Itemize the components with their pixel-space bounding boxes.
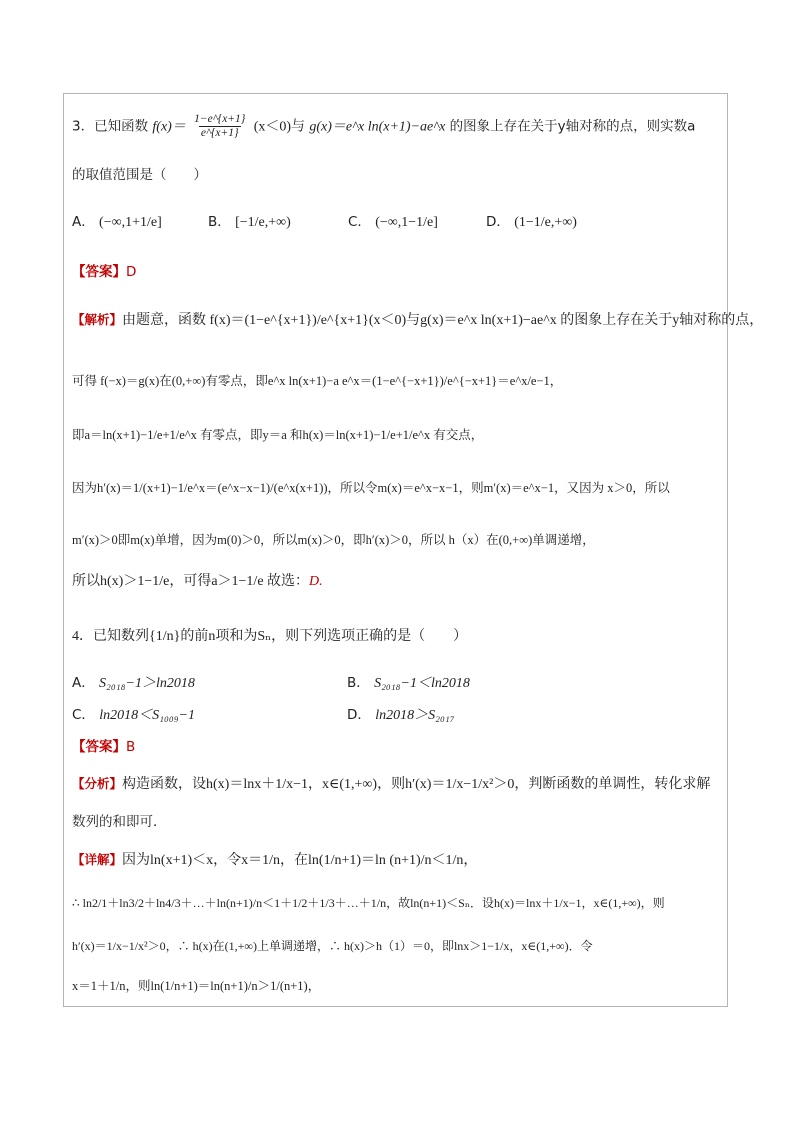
q3-option-d	[486, 212, 577, 233]
q3-stem-post: 的图象上存在关于y轴对称的点，则实数a	[449, 118, 696, 135]
q3-analysis-choice: D.	[309, 574, 323, 589]
q3-f-fraction	[192, 113, 247, 140]
q3-option-b	[208, 212, 291, 233]
q3-analysis-text6: 所以h(x)＞1−1/e，可得a＞1−1/e 故选：	[72, 574, 310, 589]
q3-f-den: e^{x+1}	[200, 127, 239, 139]
q3-option-b-label: B．	[208, 214, 231, 230]
q3-analysis-line2: 可得 f(−x)＝g(x)在(0,+∞)有零点，即e^x ln(x+1)−a e^x＝(1−e^{−x+1})/e^{−x+1}＝e^x/e−1，	[72, 374, 563, 388]
q3-answer-tag: 【答案】	[72, 264, 126, 280]
q3-stem-pre: 3．已知函数	[72, 118, 149, 135]
q4-option-d-text: ln2018＞S₂₀₁₇	[375, 708, 455, 723]
q3-f-num: 1−e^{x+1}	[194, 113, 246, 125]
q4-analysis-line1	[72, 774, 710, 795]
q4-option-a-text: S₂₀₁₈−1＞ln2018	[99, 676, 195, 691]
q3-analysis-line4: 因为h′(x)＝1/(x+1)−1/e^x＝(e^x−x−1)/(e^x(x+1))，所以令m(x)＝e^x−x−1，则m′(x)＝e^x−1，又因为 x＞0，所以	[72, 481, 670, 495]
q4-option-c-label: C．	[72, 707, 95, 723]
q3-answer	[72, 262, 136, 282]
q4-detail-line4: x＝1＋1/n，则ln(1/n+1)＝ln(n+1)/n＞1/(n+1)，	[72, 979, 321, 993]
q4-analysis-tag: 【分析】	[72, 776, 123, 791]
q4-answer-tag: 【答案】	[72, 739, 126, 755]
q4-option-c-text: ln2018＜S₁₀₀₉−1	[99, 708, 196, 723]
q4-detail-line3: h′(x)＝1/x−1/x²＞0，∴ h(x)在(1,+∞)上单调递增，∴ h(x)＞h（1）＝0，即lnx＞1−1/x，x∈(1,+∞)．令	[72, 939, 593, 953]
q3-option-a-label: A．	[72, 214, 95, 230]
q4-detail-line2: ∴ ln2/1＋ln3/2＋ln4/3＋…＋ln(n+1)/n＜1＋1/2＋1/3＋…＋1/n，故ln(n+1)＜Sₙ．设h(x)＝lnx＋1/x−1，x∈(1,+∞)，则	[72, 896, 665, 910]
q4-option-a-label: A．	[72, 675, 95, 691]
q3-option-d-text: (1−1/e,+∞)	[514, 215, 577, 230]
q3-option-b-text: [−1/e,+∞)	[235, 215, 291, 230]
q3-option-a-text: (−∞,1+1/e]	[99, 215, 162, 230]
q3-option-c	[348, 212, 438, 233]
q3-analysis-line3: 即a＝ln(x+1)−1/e+1/e^x 有零点，即y＝a 和h(x)＝ln(x+1)−1/e+1/e^x 有交点，	[72, 428, 484, 442]
q4-detail-tag: 【详解】	[72, 852, 123, 867]
q4-analysis-line2: 数列的和即可．	[72, 814, 167, 830]
q4-detail-line1	[72, 850, 477, 871]
q3-stem-line2: 的取值范围是（ ）	[72, 167, 207, 183]
q4-detail-text1: 因为ln(x+1)＜x，令x＝1/n，在ln(1/n+1)＝ln (n+1)/n＜1/n，	[122, 853, 478, 868]
q4-option-b-label: B．	[347, 675, 370, 691]
q3-analysis-text1: 由题意，函数 f(x)＝(1−e^{x+1})/e^{x+1}(x＜0)与g(x)＝e^x ln(x+1)−ae^x 的图象上存在关于y轴对称的点，	[122, 313, 764, 328]
q4-analysis-text1: 构造函数，设h(x)＝lnx＋1/x−1，x∈(1,+∞)，则h′(x)＝1/x−1/x²＞0，判断函数的单调性，转化求解	[122, 777, 711, 792]
q3-option-d-label: D．	[486, 214, 510, 230]
q4-option-c	[72, 705, 195, 726]
q3-f-lhs: f(x)＝	[152, 119, 186, 135]
q3-stem-line1	[72, 113, 695, 140]
q4-option-d-label: D．	[347, 707, 371, 723]
q3-analysis-line6	[72, 571, 323, 592]
q4-answer	[72, 737, 135, 757]
q3-g-def: g(x)＝e^x ln(x+1)−ae^x	[309, 119, 446, 135]
q3-analysis-line1	[72, 310, 763, 331]
q3-f-domain: (x＜0)与	[253, 119, 306, 135]
q4-option-a	[72, 673, 195, 694]
q3-answer-value: D	[126, 264, 137, 280]
q3-option-c-text: (−∞,1−1/e]	[375, 215, 438, 230]
q3-option-c-label: C．	[348, 214, 371, 230]
q4-option-b-text: S₂₀₁₈−1＜ln2018	[374, 676, 470, 691]
q3-analysis-tag: 【解析】	[72, 312, 123, 327]
q4-option-b	[347, 673, 470, 694]
q3-analysis-line5: m′(x)＞0即m(x)单增，因为m(0)＞0，所以m(x)＞0，即h′(x)＞0，所以 h（x）在(0,+∞)单调递增，	[72, 533, 595, 547]
q3-option-a	[72, 212, 162, 233]
q4-answer-value: B	[126, 739, 136, 755]
q4-stem: 4．已知数列{1/n}的前n项和为Sₙ，则下列选项正确的是（ ）	[72, 629, 468, 644]
q4-option-d	[347, 705, 455, 726]
